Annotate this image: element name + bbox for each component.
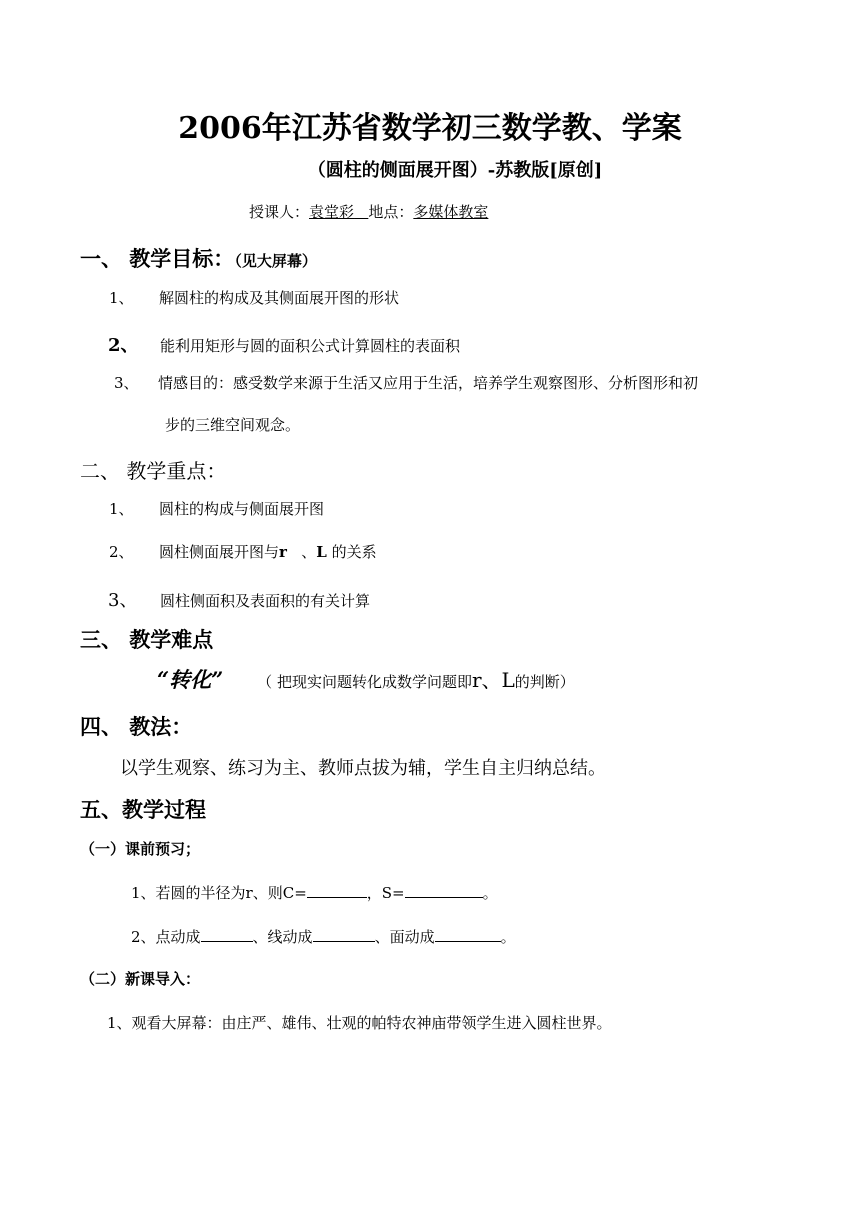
section-4-heading: 四、 教法： bbox=[80, 714, 193, 739]
answer-blank-line bbox=[313, 927, 375, 942]
difficulty-key: “转化” bbox=[157, 667, 224, 692]
objective-3: 3、 情感目的：感受数学来源于生活又应用于生活，培养学生观察图形、分析图形和初 bbox=[114, 374, 699, 392]
subsection-introduction: （二）新课导入： bbox=[80, 970, 201, 988]
teacher-line bbox=[249, 201, 488, 222]
section-2-heading: 二、 教学重点： bbox=[80, 459, 227, 483]
section-3-heading: 三、 教学难点 bbox=[80, 627, 214, 652]
objective-2: 2、 能利用矩形与圆的面积公式计算圆柱的表面积 bbox=[108, 335, 461, 356]
answer-blank-surface bbox=[435, 927, 501, 942]
preview-question-2: 2、点动成 、线动成 、面动成 。 bbox=[131, 928, 516, 946]
answer-blank-point bbox=[201, 927, 253, 942]
key-point-1: 1、 圆柱的构成与侧面展开图 bbox=[109, 500, 325, 518]
preview-question-1: 1、若圆的半径为r、则C= ，S= 。 bbox=[131, 884, 498, 902]
teacher-label: 授课人： bbox=[249, 203, 310, 221]
difficulty-line: “转化” （ 把现实问题转化成数学问题即r、L的判断） bbox=[157, 667, 575, 692]
introduction-text: 1、观看大屏幕：由庄严、雄伟、壮观的帕特农神庙带领学生进入圆柱世界。 bbox=[107, 1014, 612, 1032]
section-1-heading: 一、 教学目标：（见大屏幕） bbox=[80, 246, 317, 271]
section-1-note: （见大屏幕） bbox=[234, 252, 317, 270]
objective-1: 1、 解圆柱的构成及其侧面展开图的形状 bbox=[109, 289, 400, 307]
answer-blank-s bbox=[405, 883, 483, 898]
objective-3-continuation: 步的三维空间观念。 bbox=[165, 416, 301, 434]
section-5-heading: 五、教学过程 bbox=[80, 797, 206, 822]
answer-blank-c bbox=[307, 883, 367, 898]
location-value: 多媒体教室 bbox=[413, 203, 489, 221]
location-label: 地点： bbox=[368, 203, 414, 221]
key-point-3: 3、 圆柱侧面积及表面积的有关计算 bbox=[108, 590, 371, 611]
key-point-2: 2、 圆柱侧面展开图与r 、L 的关系 bbox=[109, 543, 377, 561]
subsection-preview: （一）课前预习； bbox=[80, 840, 201, 858]
r-l-symbols: r、L bbox=[471, 668, 515, 692]
document-subtitle: （圆柱的侧面展开图）-苏教版[原创] bbox=[307, 160, 603, 181]
document-title: 2006年江苏省数学初三数学教、学案 bbox=[178, 111, 682, 146]
teacher-name: 袁堂彩 bbox=[309, 203, 355, 221]
teaching-method-text: 以学生观察、练习为主、教师点拔为辅，学生自主归纳总结。 bbox=[120, 758, 606, 779]
